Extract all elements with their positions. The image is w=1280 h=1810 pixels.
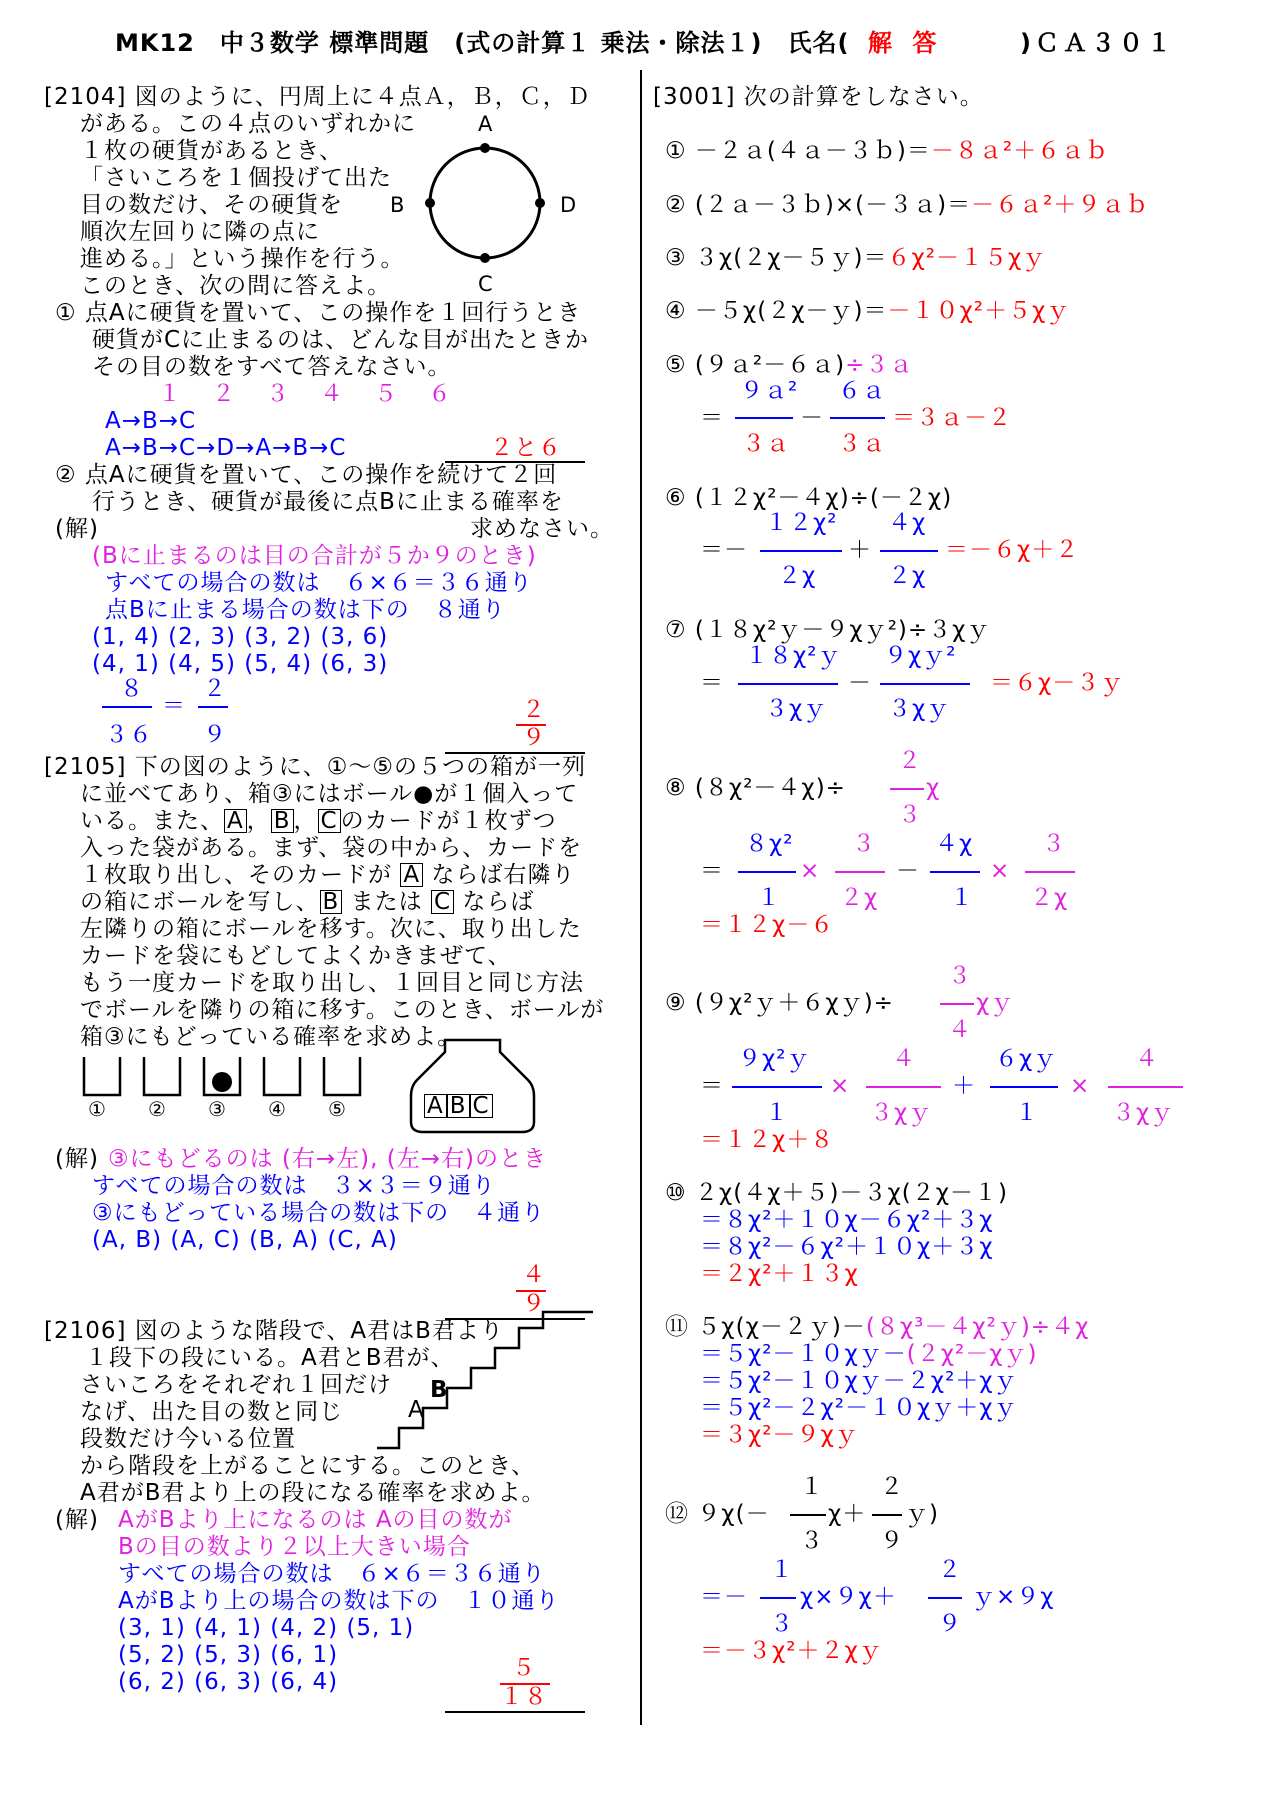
p2106-solution-note-2: Bの目の数より２以上大きい場合 xyxy=(118,1534,471,1560)
q2-solution-total: すべての場合の数は ６×６＝３６通り xyxy=(105,570,533,596)
s3001-8-d1: １ xyxy=(757,885,781,911)
a3001-8: ＝１２χ－６ xyxy=(700,912,835,938)
s3001-9-bar4 xyxy=(1108,1086,1183,1088)
bag-diagram xyxy=(410,1036,535,1136)
person-label-a: A xyxy=(408,1397,425,1423)
q3001-12-bar1 xyxy=(790,1514,826,1516)
column-divider xyxy=(640,70,642,1725)
s3001-11-2: ＝５χ²－１０χｙ－２χ²＋χｙ xyxy=(700,1368,1018,1394)
point-b xyxy=(425,198,435,208)
q2-frac-den-1: ３６ xyxy=(105,722,153,748)
problem-2105-line-5: １枚取り出し、そのカードが A ならば右隣り xyxy=(80,862,576,888)
q3001-12-d1: ３ xyxy=(800,1528,824,1554)
problem-2104-line-2: がある。この４点のいずれかに xyxy=(80,111,416,137)
p2106-solution-note-1: AがBより上になるのは Aの目の数が xyxy=(118,1507,513,1533)
problem-2104-line-8: このとき、次の問に答えよ。 xyxy=(80,273,392,299)
s3001-8-n3: ４χ xyxy=(935,831,974,857)
q3001-12-bar2 xyxy=(872,1514,902,1516)
box-label-1: ① xyxy=(88,1097,107,1121)
s3001-7-n2: ９χｙ² xyxy=(884,643,957,669)
problem-2106-line-4: なげ、出た目の数と同じ xyxy=(80,1399,344,1425)
boxes-diagram xyxy=(80,1055,370,1100)
s3001-7-n1: １８χ²ｙ xyxy=(745,643,842,669)
point-a xyxy=(480,143,490,153)
box-label-3: ③ xyxy=(208,1097,227,1121)
a3001-11: ＝３χ²－９χｙ xyxy=(700,1422,859,1448)
q1-answer: ２と６ xyxy=(490,435,562,461)
s3001-12-n2: ２ xyxy=(938,1557,962,1583)
problem-2106-line-2: １段下の段にいる。A君とB君が、 xyxy=(85,1345,455,1371)
p2106-pairs-3: (6, 2) (6, 3) (6, 4) xyxy=(118,1669,339,1695)
ball xyxy=(212,1072,232,1092)
q3001-12-c: ｙ) xyxy=(905,1501,939,1527)
q3001-9-bar xyxy=(940,1003,974,1005)
s3001-8-eq: ＝ xyxy=(700,858,724,884)
problem-2105-line-3: いる。また、 A ， B ， C のカードが１枚ずつ xyxy=(80,808,557,834)
q2-answer-den: ９ xyxy=(522,725,546,751)
q3001-5: ⑤ (９ａ²－６ａ)÷３ａ xyxy=(665,352,914,378)
problem-2105-line-4: 入った袋がある。まず、袋の中から、カードを xyxy=(80,835,583,861)
s3001-5-n2: ６ａ xyxy=(838,378,886,404)
problem-2105-line-9: もう一度カードを取り出し、１回目と同じ方法 xyxy=(80,970,584,996)
s3001-11-1: ＝５χ²－１０χｙ－(２χ²－χｙ) xyxy=(700,1341,1038,1367)
problem-2105-line-10: でボールを隣りの箱に移す。このとき、ボールが xyxy=(80,997,605,1023)
problem-2104-line-7: 進める。」という操作を行う。 xyxy=(80,246,405,272)
p2106-answer-den: １８ xyxy=(500,1684,548,1710)
q3001-8: ⑧ (８χ²－４χ)÷ xyxy=(665,775,846,801)
q2-frac-num-2: ２ xyxy=(203,676,227,702)
p2106-solution-count: AがBより上の場合の数は下の １０通り xyxy=(118,1588,560,1614)
q1-dice-numbers: １ ２ ３ ４ ５ ６ xyxy=(158,381,455,407)
s3001-7-d1: ３χｙ xyxy=(765,696,828,722)
s3001-12-d2: ９ xyxy=(938,1611,962,1637)
q1-path-1: A→B→C xyxy=(105,408,197,434)
s3001-5-op: － xyxy=(800,405,824,431)
s3001-5-d2: ３ａ xyxy=(838,431,886,457)
q3001-11: ⑪ ５χ(χ－２ｙ)－(８χ³－４χ²ｙ)÷４χ xyxy=(665,1314,1090,1340)
s3001-9-d1: １ xyxy=(765,1100,789,1126)
s3001-8-d4: ２χ xyxy=(1030,885,1069,911)
q2-answer-num: ２ xyxy=(522,697,546,723)
s3001-12-mid: χ×９χ＋ xyxy=(800,1584,897,1610)
s3001-12-end: ｙ×９χ xyxy=(972,1584,1055,1610)
problem-2104-line-3: １枚の硬貨があるとき、 xyxy=(80,138,344,164)
q3001-8-x: χ xyxy=(926,775,941,801)
s3001-5-bar1 xyxy=(735,417,793,419)
s3001-8-m1: × xyxy=(800,858,821,884)
q3001-8-fn: ２ xyxy=(898,748,922,774)
s3001-8-bar4 xyxy=(1025,871,1075,873)
a3001-4: －１０χ²＋５χｙ xyxy=(887,298,1071,324)
p2106-solution-label: (解) xyxy=(55,1507,99,1533)
s3001-9-n1: ９χ²ｙ xyxy=(738,1046,811,1072)
q3001-12-n2: ２ xyxy=(880,1474,904,1500)
s3001-9-bar3 xyxy=(990,1086,1058,1088)
p2106-pairs-2: (5, 2) (5, 3) (6, 1) xyxy=(118,1642,339,1668)
s3001-6-bar1 xyxy=(760,550,842,552)
s3001-5-eq: ＝ xyxy=(700,405,724,431)
problem-2104-line-4: 「さいころを１個投げて出た xyxy=(80,165,392,191)
s3001-6-bar2 xyxy=(880,550,938,552)
problem-2106-line-5: 段数だけ今いる位置 xyxy=(80,1426,296,1452)
q3001-8-bar xyxy=(890,788,924,790)
worksheet-title: MK12 中３数学 標準問題 (式の計算１ 乗法・除法１) 氏名( xyxy=(115,29,850,57)
s3001-12-n1: １ xyxy=(770,1557,794,1583)
s3001-12-d1: ３ xyxy=(770,1611,794,1637)
s3001-9-d3: １ xyxy=(1015,1100,1039,1126)
bag-cards xyxy=(424,1093,493,1120)
p2106-solution-total: すべての場合の数は ６×６＝３６通り xyxy=(118,1561,546,1587)
a3001-5: ＝３ａ－２ xyxy=(892,405,1012,431)
card-b-inline-2: B xyxy=(320,890,343,914)
p2105-solution-label: (解) xyxy=(55,1146,99,1172)
s3001-7-d2: ３χｙ xyxy=(888,696,951,722)
s3001-10-2: ＝８χ²－６χ²＋１０χ＋３χ xyxy=(700,1234,994,1260)
s3001-8-n4: ３ xyxy=(1042,831,1066,857)
q2-pairs-2: (4, 1) (4, 5) (5, 4) (6, 3) xyxy=(92,651,389,677)
q2-line-1: ② 点Aに硬貨を置いて、この操作を続けて２回 xyxy=(55,462,558,488)
a3001-9: ＝１２χ＋８ xyxy=(700,1127,835,1153)
p2105-solution-count: ③にもどっている場合の数は下の ４通り xyxy=(92,1200,546,1226)
q3001-6: ⑥ (１２χ²－４χ)÷(－２χ) xyxy=(665,485,953,511)
p2105-solution-total: すべての場合の数は ３×３＝９通り xyxy=(92,1173,496,1199)
q3001-12-b: χ＋ xyxy=(828,1501,867,1527)
s3001-9-d2: ３χｙ xyxy=(870,1100,933,1126)
q2-frac-bar-2 xyxy=(198,706,228,708)
problem-2105-line-6: の箱にボールを写し、 B または C ならば xyxy=(80,889,535,915)
q2-line-3: 求めなさい。 xyxy=(470,516,614,542)
p2105-answer-num: ４ xyxy=(522,1262,546,1288)
answer-key-label: 解 答 xyxy=(868,29,943,57)
q2-frac-den-2: ９ xyxy=(203,722,227,748)
q3001-2: ② (２ａ－３ｂ)×(－３ａ)＝－６ａ²＋９ａｂ xyxy=(665,192,1150,218)
p2106-answer-num: ５ xyxy=(512,1655,536,1681)
worksheet-code: )ＣＡ３０１ xyxy=(1020,29,1175,57)
q3001-1: ① －２ａ(４ａ－３ｂ)＝－８ａ²＋６ａｂ xyxy=(665,138,1110,164)
q1-path-2: A→B→C→D→A→B→C xyxy=(105,435,347,461)
card-c-inline: C xyxy=(318,809,341,833)
q3001-12-a: ⑫ ９χ(－ xyxy=(665,1501,770,1527)
problem-2105-line-7: 左隣りの箱にボールを移す。次に、取り出した xyxy=(80,916,582,942)
card-a-inline-2: A xyxy=(400,863,423,887)
a3001-1: －８ａ²＋６ａｂ xyxy=(930,138,1110,164)
q3001-12-d2: ９ xyxy=(880,1528,904,1554)
problem-3001-title: [3001] 次の計算をしなさい。 xyxy=(653,84,984,110)
s3001-8-n2: ３ xyxy=(852,831,876,857)
person-label-b: B xyxy=(430,1377,449,1403)
point-c xyxy=(480,253,490,263)
circle-diagram xyxy=(420,136,550,271)
s3001-8-bar1 xyxy=(738,871,796,873)
s3001-7-bar2 xyxy=(880,683,970,685)
bag-card-c: C xyxy=(470,1094,493,1118)
s3001-8-bar2 xyxy=(835,871,885,873)
q3001-9-fn: ３ xyxy=(948,963,972,989)
s3001-9-n2: ４ xyxy=(892,1046,916,1072)
s3001-6-d2: ２χ xyxy=(888,563,927,589)
a3001-2: －６ａ²＋９ａｂ xyxy=(971,192,1150,218)
problem-2106-line-7: A君がB君より上の段になる確率を求めよ。 xyxy=(80,1480,546,1506)
s3001-9-d4: ３χｙ xyxy=(1112,1100,1175,1126)
card-c-inline-2: C xyxy=(431,890,454,914)
q3001-9: ⑨ (９χ²ｙ＋６χｙ)÷ xyxy=(665,990,894,1016)
q2-pairs-1: (1, 4) (2, 3) (3, 2) (3, 6) xyxy=(92,624,389,650)
problem-2105-line-2: に並べてあり、箱③にはボール●が１個入って xyxy=(80,781,579,807)
s3001-5-n1: ９ａ² xyxy=(740,378,799,404)
s3001-8-d3: １ xyxy=(950,885,974,911)
card-b-inline: B xyxy=(271,809,294,833)
s3001-5-bar2 xyxy=(830,417,885,419)
q3001-8-fd: ３ xyxy=(898,802,922,828)
problem-2105-line-11: 箱③にもどっている確率を求めよ。 xyxy=(80,1024,462,1050)
point-label-d: D xyxy=(560,193,578,217)
p2105-answer-den: ９ xyxy=(522,1291,546,1317)
problem-2106-line-6: から階段を上がることにする。このとき、 xyxy=(80,1453,536,1479)
q2-line-2: 行うとき、硬貨が最後に点Bに止まる確率を xyxy=(92,489,564,515)
a3001-10: ＝２χ²＋１３χ xyxy=(700,1261,859,1287)
card-a-inline: A xyxy=(224,809,247,833)
q3001-10: ⑩ ２χ(４χ＋５)－３χ(２χ－１) xyxy=(665,1180,1008,1206)
a3001-12: ＝－３χ²＋２χｙ xyxy=(700,1638,883,1664)
q2-frac-eq: ＝ xyxy=(162,693,186,719)
staircase-diagram xyxy=(375,1310,595,1450)
bag-card-b: B xyxy=(447,1094,470,1118)
s3001-6-d1: ２χ xyxy=(778,563,817,589)
s3001-7-bar1 xyxy=(738,683,838,685)
point-label-c: C xyxy=(478,272,494,296)
s3001-9-n4: ４ xyxy=(1135,1046,1159,1072)
a3001-6: ＝－６χ＋２ xyxy=(945,537,1080,563)
s3001-12-eq: ＝－ xyxy=(700,1584,748,1610)
s3001-9-n3: ６χｙ xyxy=(995,1046,1058,1072)
problem-2105-line-1: [2105] 下の図のように、①～⑤の５つの箱が一列 xyxy=(44,754,587,780)
q3001-9-x: χｙ xyxy=(976,990,1015,1016)
problem-2105-line-8: カードを袋にもどしてよくかきまぜて、 xyxy=(80,943,512,969)
s3001-6-n2: ４χ xyxy=(888,510,927,536)
q3001-4: ④ －５χ(２χ－ｙ)＝－１０χ²＋５χｙ xyxy=(665,298,1071,324)
s3001-7-eq: ＝ xyxy=(700,670,724,696)
problem-2106-line-1: [2106] 図のような階段で、A君はB君より xyxy=(44,1318,504,1344)
q3001-3: ③ ３χ(２χ－５ｙ)＝６χ²－１５χｙ xyxy=(665,245,1047,271)
q1-line-2: 硬貨がCに止まるのは、どんな目が出たときか xyxy=(92,327,590,353)
point-label-b: B xyxy=(390,193,406,217)
s3001-9-bar1 xyxy=(732,1086,822,1088)
s3001-9-bar2 xyxy=(866,1086,941,1088)
s3001-8-n1: ８χ² xyxy=(745,831,794,857)
s3001-11-3: ＝５χ²－２χ²－１０χｙ＋χｙ xyxy=(700,1395,1018,1421)
p2105-solution-note: ③にもどるのは (右→左), (左→右)のとき xyxy=(108,1146,547,1172)
p2105-pairs: (A, B) (A, C) (B, A) (C, A) xyxy=(92,1227,398,1253)
s3001-8-bar3 xyxy=(930,871,980,873)
s3001-12-bar2 xyxy=(928,1597,962,1599)
box-label-4: ④ xyxy=(268,1097,287,1121)
box-label-5: ⑤ xyxy=(328,1097,347,1121)
s3001-10-1: ＝８χ²＋１０χ－６χ²＋３χ xyxy=(700,1207,994,1233)
a3001-7: ＝６χ－３ｙ xyxy=(990,670,1125,696)
s3001-6-eq: ＝－ xyxy=(700,537,748,563)
problem-2104-line-6: 順次左回りに隣の点に xyxy=(80,219,320,245)
s3001-8-d2: ２χ xyxy=(840,885,879,911)
s3001-9-m2: × xyxy=(1070,1073,1091,1099)
q1-line-1: ① 点Aに硬貨を置いて、この操作を１回行うとき xyxy=(55,300,582,326)
box-label-2: ② xyxy=(148,1097,167,1121)
p2106-pairs-1: (3, 1) (4, 1) (4, 2) (5, 1) xyxy=(118,1615,415,1641)
problem-2104-line-1: [2104] 図のように、円周上に４点Ａ，Ｂ，Ｃ，Ｄ xyxy=(44,84,591,110)
q2-frac-bar-1 xyxy=(102,706,152,708)
point-d xyxy=(535,198,545,208)
q3001-7: ⑦ (１８χ²ｙ－９χｙ²)÷３χｙ xyxy=(665,617,991,643)
q3001-9-fd: ４ xyxy=(948,1017,972,1043)
a3001-3: ６χ²－１５χｙ xyxy=(887,245,1047,271)
p2106-answer-line xyxy=(445,1711,585,1713)
problem-2104-line-5: 目の数だけ、その硬貨を xyxy=(80,192,344,218)
s3001-8-m2: × xyxy=(990,858,1011,884)
bag-card-a: A xyxy=(424,1094,447,1118)
s3001-9-op: ＋ xyxy=(952,1073,976,1099)
s3001-8-op: － xyxy=(896,858,920,884)
s3001-6-op: ＋ xyxy=(848,537,872,563)
s3001-12-bar1 xyxy=(760,1597,796,1599)
s3001-9-eq: ＝ xyxy=(700,1073,724,1099)
q1-line-3: その目の数をすべて答えなさい。 xyxy=(92,354,452,380)
point-label-a: A xyxy=(478,112,494,136)
problem-2106-line-3: さいころをそれぞれ１回だけ xyxy=(80,1372,392,1398)
q3001-12-n1: １ xyxy=(800,1474,824,1500)
s3001-5-d1: ３ａ xyxy=(742,431,790,457)
q2-solution-count: 点Bに止まる場合の数は下の ８通り xyxy=(105,597,506,623)
q2-solution-note: (Bに止まるのは目の合計が５か９のとき) xyxy=(92,543,537,569)
s3001-9-m1: × xyxy=(830,1073,851,1099)
q2-solution-label: (解) xyxy=(55,516,99,542)
s3001-7-op: － xyxy=(848,670,872,696)
q2-frac-num-1: ８ xyxy=(120,676,144,702)
s3001-6-n1: １２χ² xyxy=(765,510,838,536)
